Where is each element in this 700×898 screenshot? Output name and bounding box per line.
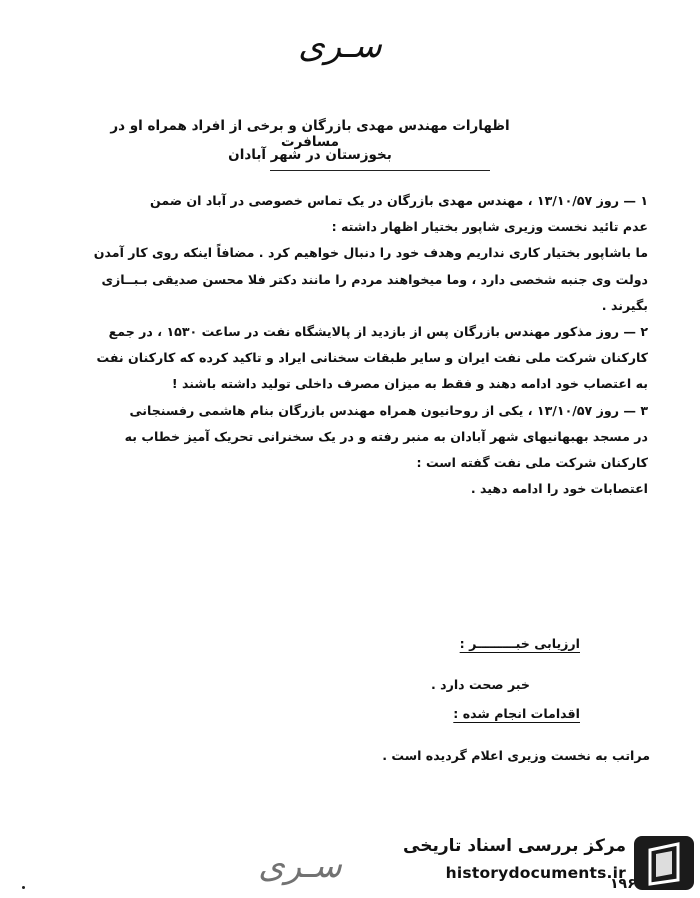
paragraph-line: ۲ — روز مذکور مهندس بازرگان پس از بازدید از پالایشگاه نفت در ساعت ۱۵۳۰ ، در جمع: [108, 324, 648, 340]
title-underline: [270, 170, 490, 171]
archive-emblem-icon: [634, 836, 694, 890]
classification-mark-top: سـری: [298, 26, 382, 66]
paragraph-line: در مسجد بهبهانیهای شهر آبادان به منبر رفته و در یک سخنرانی تحریک آمیز خطاب به: [124, 428, 648, 444]
document-title: اظهارات مهندس مهدی بازرگان و برخی از افراد همراه او در مسافرت: [110, 118, 510, 150]
classification-mark-bottom: سـری: [258, 846, 342, 886]
scan-speck: [22, 886, 25, 889]
paragraph-line: ما باشاپور بختیار کاری نداریم وهدف خود را دنبال خواهیم کرد . مضافاً اینکه روی کار آمدن: [93, 245, 648, 261]
evaluation-text: خبر صحت دارد .: [430, 677, 530, 692]
paragraph-line: اعتصابات خود را ادامه دهید .: [470, 481, 648, 497]
document-subtitle: بخوزستان در شهر آبادان: [228, 147, 392, 163]
paragraph-line: کارکنان شرکت ملی نفت گفته است :: [416, 455, 648, 471]
watermark-logo: [403, 830, 698, 892]
document-body: [48, 188, 648, 502]
watermark-url: historydocuments.ir: [445, 864, 626, 882]
paragraph-1: [48, 188, 648, 319]
paragraph-line: عدم تائید نخست وزیری شاپور بختیار اظهار داشته :: [331, 219, 648, 235]
evaluation-label: ارزیابی خبـــــــــر :: [459, 636, 580, 651]
paragraph-line: ۱ — روز ۱۳/۱۰/۵۷ ، مهندس مهدی بازرگان در یک تماس خصوصی در آباد ان ضمن: [150, 193, 648, 208]
actions-text: مراتب به نخست وزیری اعلام گردیده است .: [382, 748, 650, 763]
paragraph-line: دولت وی جنبه شخصی دارد ، وما میخواهند مردم را مانند دکتر فلا محسن صدیقی بـبــازی: [101, 271, 648, 287]
paragraph-2: [48, 319, 648, 398]
paragraph-line: ۳ — روز ۱۳/۱۰/۵۷ ، یکی از روحانیون همراه مهندس بازرگان بنام هاشمی رفسنجانی: [129, 402, 648, 418]
paragraph-line: بگیرند .: [601, 297, 648, 313]
paragraph-line: به اعتصاب خود ادامه دهند و فقط به میزان مصرف داخلی تولید داشته باشند !: [171, 376, 648, 392]
paragraph-3: [48, 398, 648, 503]
actions-label: اقدامات انجام شده :: [453, 706, 580, 721]
watermark-org-name: مرکز بررسی اسناد تاریخی: [403, 836, 626, 856]
page-number: ۱۹۶: [610, 876, 636, 892]
paragraph-line: کارکنان شرکت ملی نفت ایران و سایر طبقات سخنانی ایراد و تاکید کرده که کارکنان نفت: [96, 350, 648, 366]
